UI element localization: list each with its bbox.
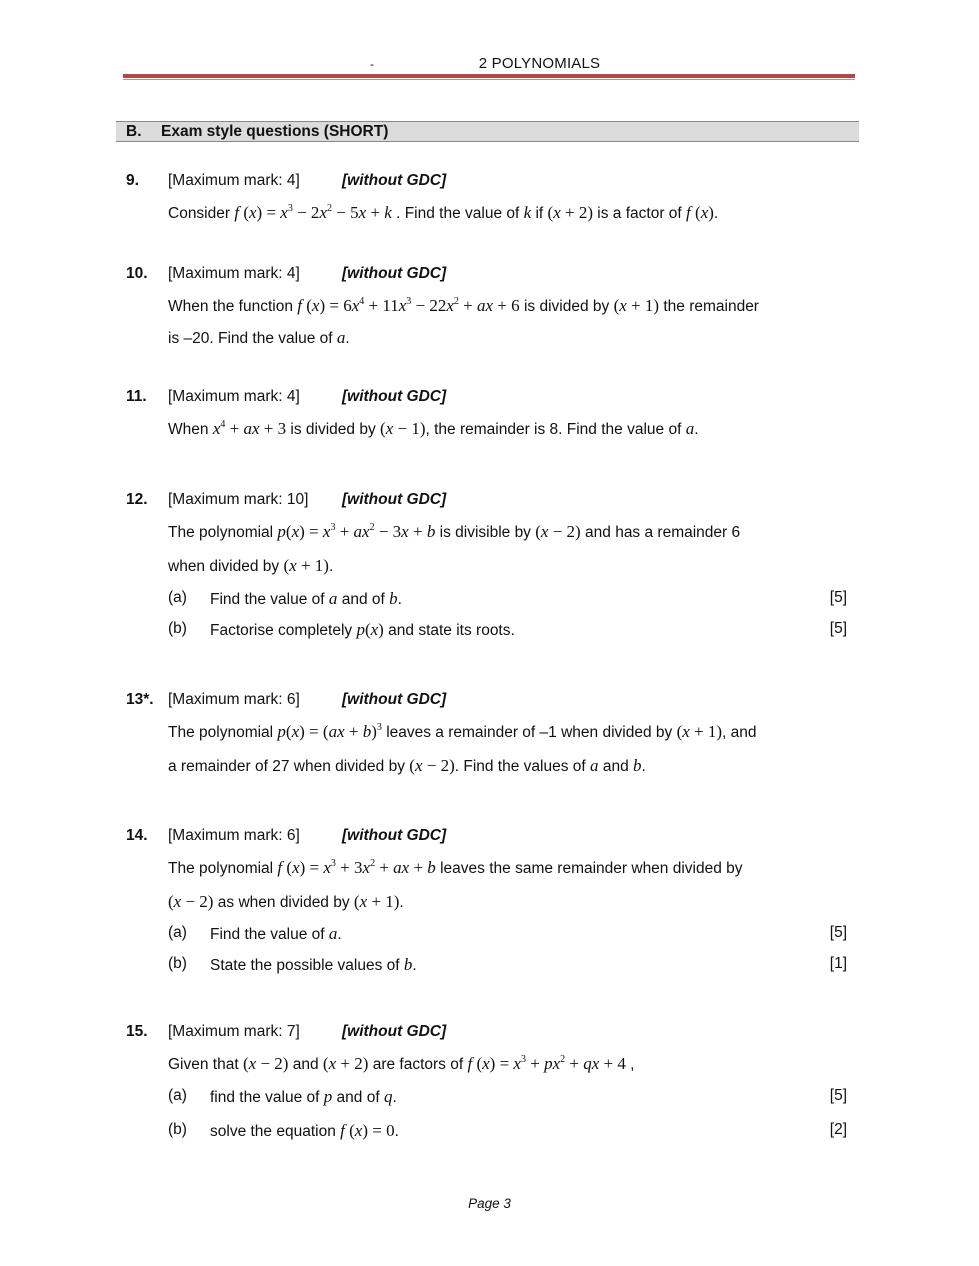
part-text: find the value of p and of q. <box>210 1087 397 1106</box>
question-text: Given that (x − 2) and (x + 2) are factors of f $(x) = x^3 + px^2$ + qx + 4 , <box>168 1054 635 1073</box>
section-letter: B. <box>126 123 142 140</box>
header-prefix: 2 <box>478 55 488 72</box>
max-mark: [Maximum mark: 10] <box>168 491 309 508</box>
gdc-note: [without GDC] <box>342 1023 447 1040</box>
question-number: 11. <box>126 388 147 405</box>
part-text: Find the value of a and of b. <box>210 589 402 608</box>
part-label: (a) <box>168 1087 187 1104</box>
section-bar <box>116 121 859 142</box>
part-marks: [5] <box>829 589 847 606</box>
header-title: POLYNOMIALS <box>491 55 601 72</box>
gdc-note: [without GDC] <box>342 172 447 189</box>
section-title: Exam style questions (SHORT) <box>161 123 389 140</box>
part-label: (b) <box>168 620 187 637</box>
question-number: 12. <box>126 491 148 508</box>
question-text: When $x^4$ + ax + 3 is divided by (x − 1), the remainder is 8. Find the value of a. <box>168 419 699 438</box>
question-text-continued: when divided by (x + 1). <box>168 556 334 575</box>
page-number: Page 3 <box>468 1196 511 1211</box>
question-number: 9. <box>126 172 139 189</box>
question-text: The polynomial p(x) = (ax + b)$^3$ leaves a remainder of –1 when divided by (x + 1), and <box>168 722 757 741</box>
question-text-continued: (x − 2) as when divided by (x + 1). <box>168 892 404 911</box>
part-marks: [5] <box>829 620 847 637</box>
gdc-note: [without GDC] <box>342 265 447 282</box>
part-text: Factorise completely p(x) and state its roots. <box>210 620 515 639</box>
question-number: 10. <box>126 265 148 282</box>
part-label: (a) <box>168 589 187 606</box>
part-marks: [5] <box>829 924 847 941</box>
question-text-continued: a remainder of 27 when divided by (x − 2). Find the values of a and b. <box>168 756 646 775</box>
max-mark: [Maximum mark: 4] <box>168 265 300 282</box>
part-label: (a) <box>168 924 187 941</box>
page-header <box>0 55 979 72</box>
header-dash: - <box>370 57 375 71</box>
header-rule <box>123 74 855 78</box>
part-marks: [1] <box>829 955 847 972</box>
max-mark: [Maximum mark: 4] <box>168 388 300 405</box>
part-text: State the possible values of b. <box>210 955 417 974</box>
part-text: Find the value of a. <box>210 924 342 943</box>
part-label: (b) <box>168 955 187 972</box>
max-mark: [Maximum mark: 6] <box>168 827 300 844</box>
max-mark: [Maximum mark: 7] <box>168 1023 300 1040</box>
question-text: The polynomial f $(x) = x^3 + 3x^2$ + ax + b leaves the same remainder when divided by <box>168 858 743 877</box>
part-marks: [5] <box>829 1087 847 1104</box>
part-text: solve the equation f (x) = 0. <box>210 1121 399 1140</box>
question-text: When the function f $(x) = 6x^4 + 11x^3 - 22x^2$ + ax + 6 is divided by (x + 1) the remainder <box>168 296 759 315</box>
question-text: Consider f $(x) = x^3 - 2x^2 - 5x + k$ . Find the value of k if (x + 2) is a factor of f (x). <box>168 203 719 222</box>
question-text: The polynomial $p(x) = x^3 + ax^2 - 3x + b$ is divisible by (x − 2) and has a remainder 6 <box>168 522 741 541</box>
part-label: (b) <box>168 1121 187 1138</box>
gdc-note: [without GDC] <box>342 691 447 708</box>
part-marks: [2] <box>829 1121 847 1138</box>
header-rule-thin <box>123 79 855 80</box>
gdc-note: [without GDC] <box>342 827 447 844</box>
max-mark: [Maximum mark: 4] <box>168 172 300 189</box>
gdc-note: [without GDC] <box>342 388 447 405</box>
question-number: 13*. <box>126 691 154 708</box>
question-number: 15. <box>126 1023 148 1040</box>
gdc-note: [without GDC] <box>342 491 447 508</box>
question-text-continued: is –20. Find the value of a. <box>168 328 350 347</box>
max-mark: [Maximum mark: 6] <box>168 691 300 708</box>
question-number: 14. <box>126 827 148 844</box>
